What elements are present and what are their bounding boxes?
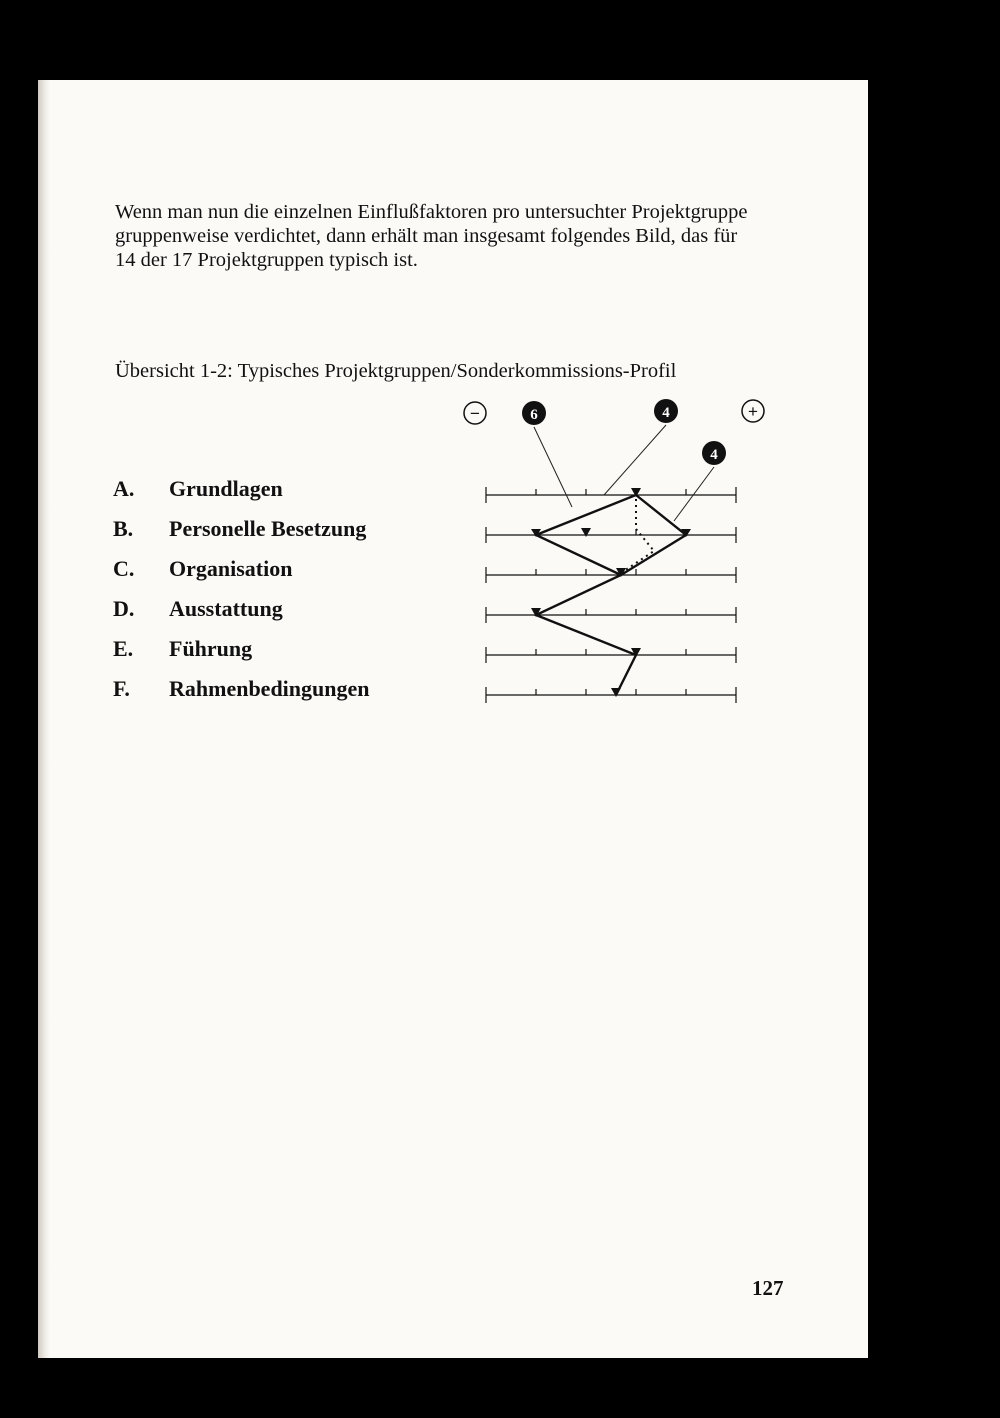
intro-paragraph <box>115 200 809 272</box>
plus-symbol: + <box>748 402 758 421</box>
category-label: Organisation <box>169 556 293 581</box>
category-letter: A. <box>113 476 135 501</box>
category-label: Ausstattung <box>169 596 283 621</box>
figure-caption: Übersicht 1-2: Typisches Projektgruppen/Sonderkommissions-Profil <box>115 360 677 382</box>
profile-series <box>531 488 691 697</box>
category-letter: E. <box>113 636 134 661</box>
category-label: Personelle Besetzung <box>169 516 367 541</box>
profile-value-marker <box>581 528 591 537</box>
paragraph-line: Wenn man nun die einzelnen Einflußfaktoren pro untersuchter Projektgruppe <box>115 201 748 223</box>
count-marker-label: 4 <box>710 447 718 463</box>
page-number: 127 <box>752 1276 784 1300</box>
category-item-a <box>113 476 433 504</box>
profile-value-marker <box>611 688 621 697</box>
scale-lines <box>486 487 736 703</box>
category-letter: C. <box>113 556 135 581</box>
paragraph-line: gruppenweise verdichtet, dann erhält man insgesamt folgendes Bild, das für <box>115 225 738 247</box>
count-marker-label: 4 <box>662 405 670 421</box>
profile-dotted-path <box>621 499 654 573</box>
count-marker-label: 6 <box>530 407 538 423</box>
page-gutter-shadow <box>38 80 50 1358</box>
category-item-c <box>113 556 433 584</box>
profile-diagram <box>450 385 780 725</box>
paragraph-line: 14 der 17 Projektgruppen typisch ist. <box>115 249 418 271</box>
category-item-b <box>113 516 433 544</box>
category-letter: F. <box>113 676 130 701</box>
category-label: Führung <box>169 636 253 661</box>
category-item-f <box>113 676 433 704</box>
category-label: Rahmenbedingungen <box>169 676 370 701</box>
category-letter: B. <box>113 516 134 541</box>
category-label: Grundlagen <box>169 476 283 501</box>
category-item-e <box>113 636 433 664</box>
book-page <box>38 80 868 1358</box>
category-item-d <box>113 596 433 624</box>
minus-symbol: − <box>470 404 480 423</box>
marker-leader-lines <box>534 425 714 521</box>
category-letter: D. <box>113 596 135 621</box>
